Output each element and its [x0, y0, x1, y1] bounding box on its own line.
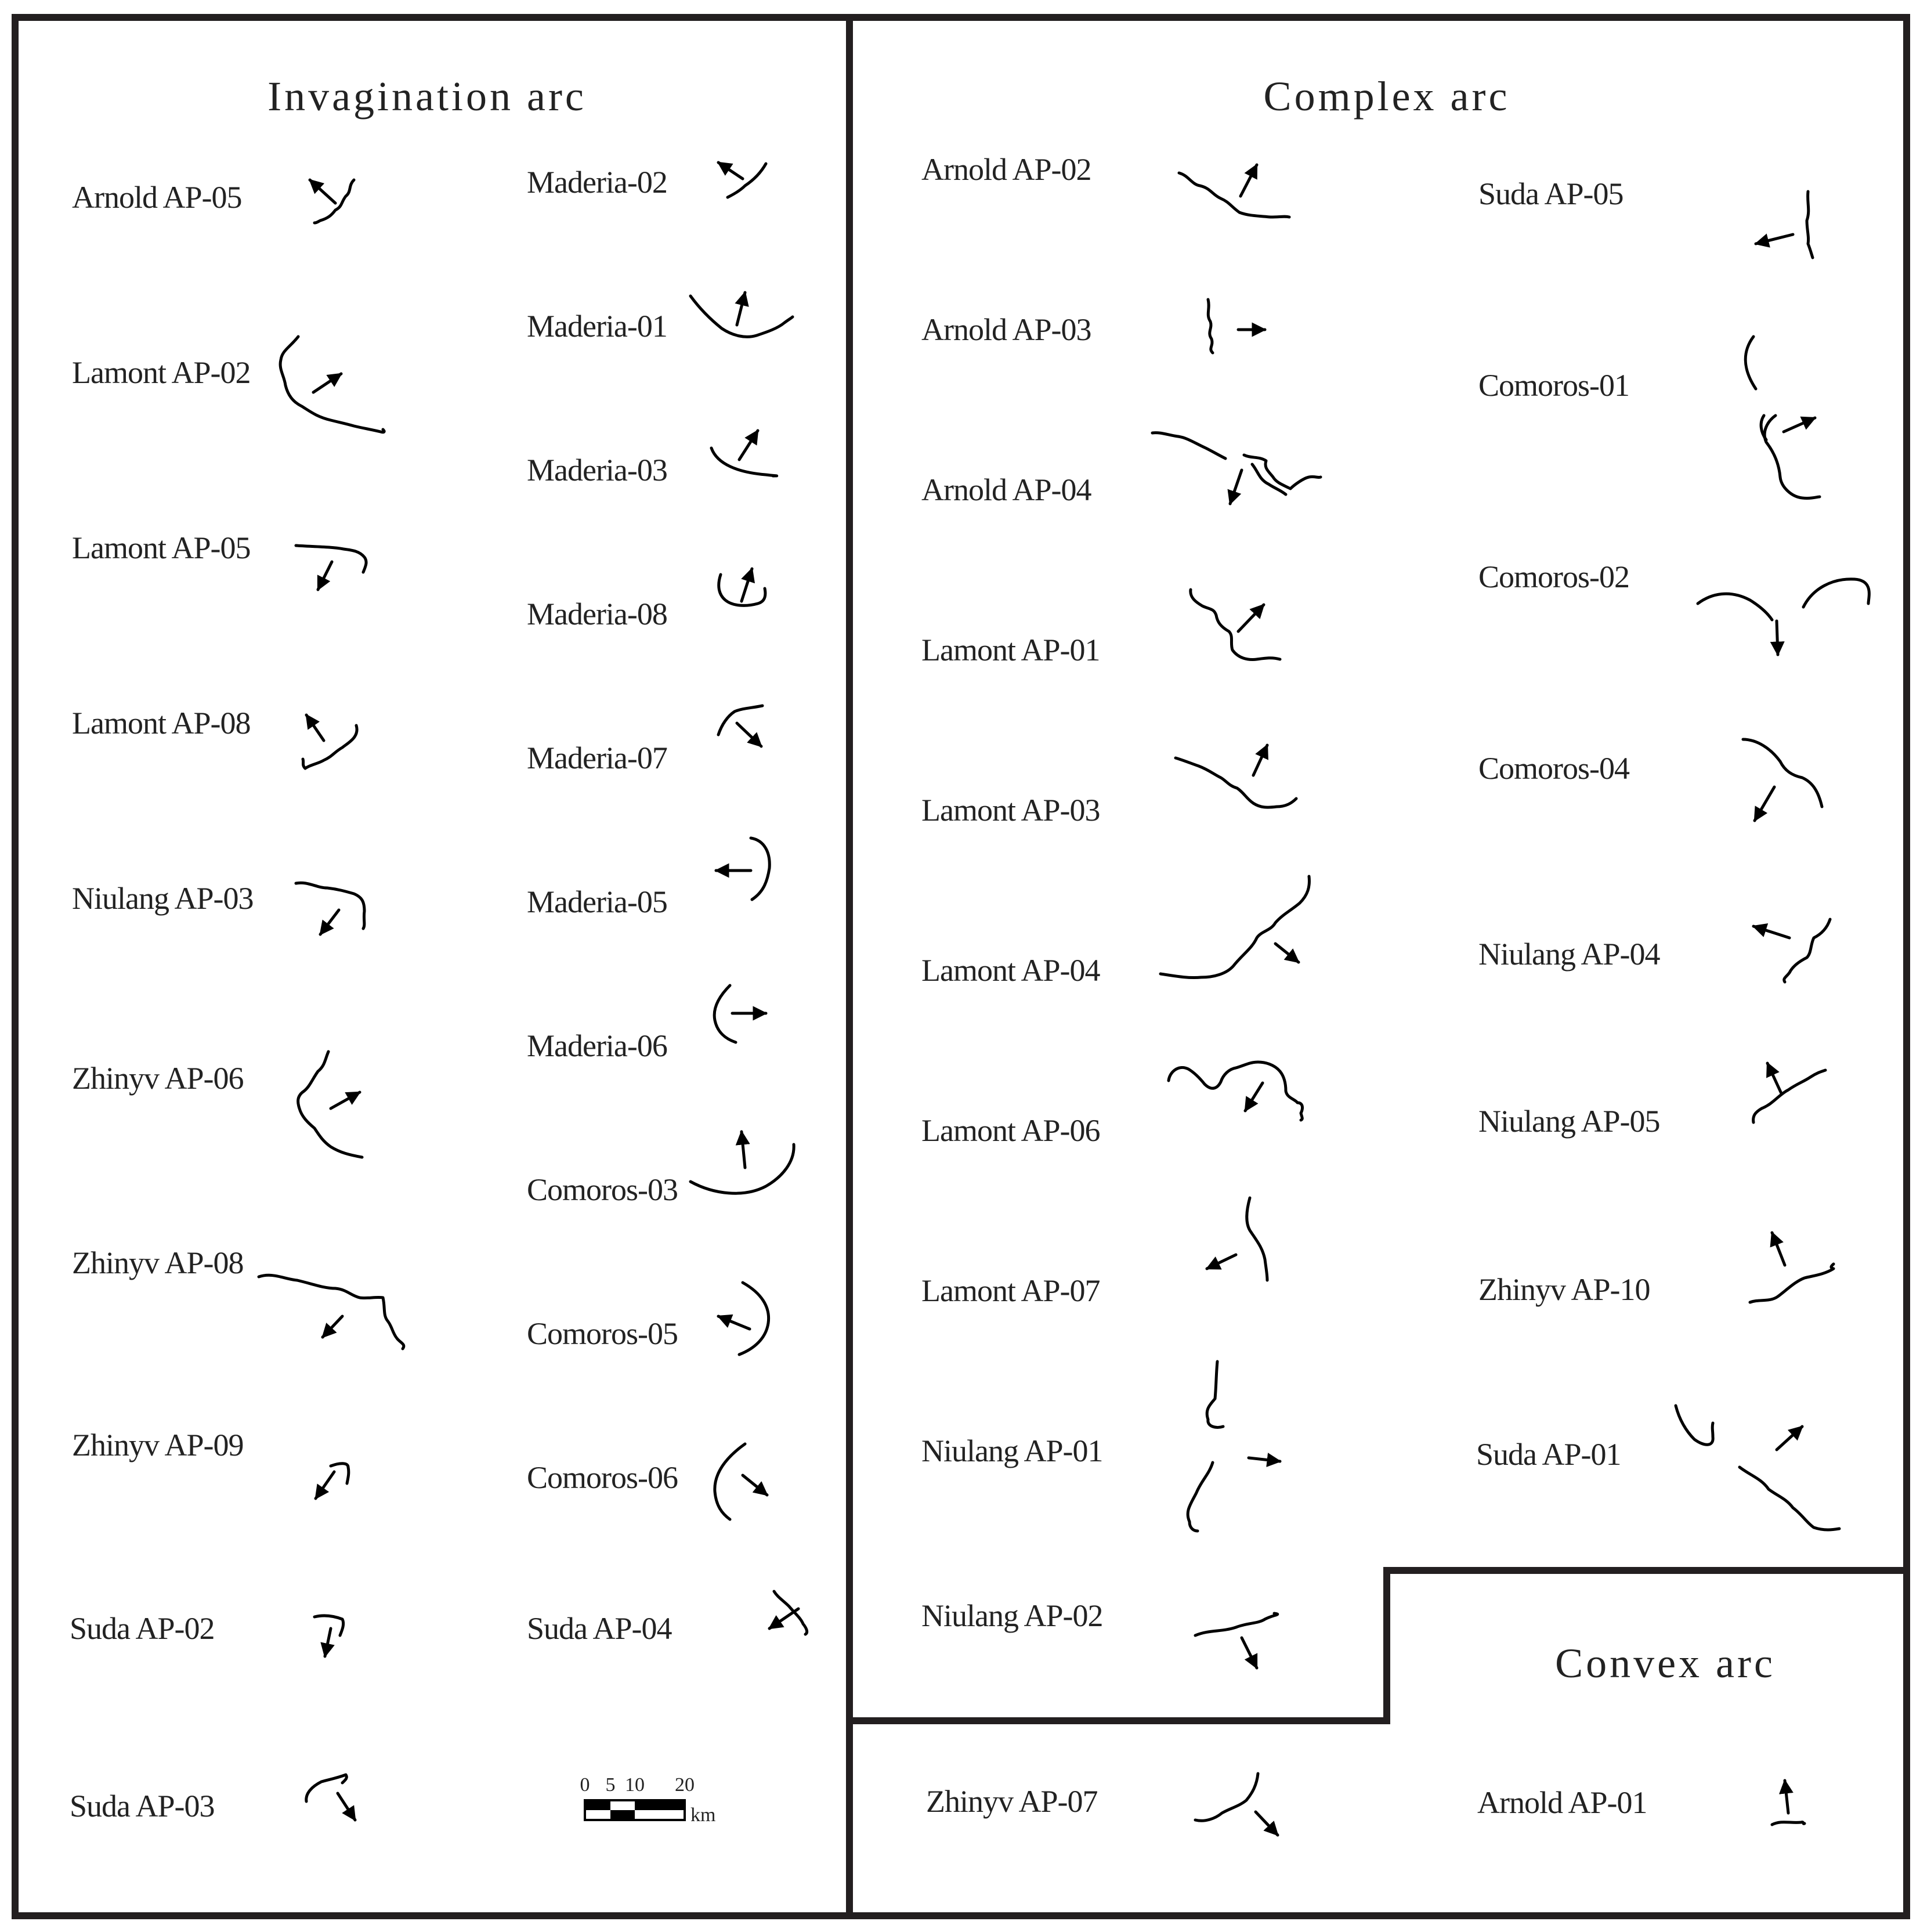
- scale-tick-20: 20: [675, 1774, 695, 1796]
- arc-sketch-arnold-ap-02: [1179, 165, 1289, 217]
- arc-sketch-zhinyv-ap-08: [259, 1275, 404, 1349]
- arc-label-niulang-ap-04: Niulang AP-04: [1478, 937, 1660, 972]
- arc-label-zhinyv-ap-08: Zhinyv AP-08: [72, 1245, 244, 1280]
- arc-label-maderia-08: Maderia-08: [527, 597, 667, 631]
- arc-label-arnold-ap-01: Arnold AP-01: [1477, 1785, 1647, 1820]
- arc-sketch-suda-ap-02: [314, 1616, 343, 1656]
- complex-arc-title: Complex arc: [1263, 73, 1510, 120]
- scale-bar-segment: [635, 1800, 685, 1810]
- scale-tick-0: 0: [580, 1774, 590, 1796]
- scale-tick-10: 10: [625, 1774, 645, 1796]
- arc-label-zhinyv-ap-06: Zhinyv AP-06: [72, 1061, 244, 1096]
- scale-tick-5: 5: [605, 1774, 616, 1796]
- arc-sketch-lamont-ap-01: [1191, 590, 1280, 659]
- invagination-arc-title: Invagination arc: [267, 73, 587, 120]
- arc-sketch-lamont-ap-02: [280, 337, 384, 432]
- arc-label-zhinyv-ap-10: Zhinyv AP-10: [1478, 1272, 1650, 1307]
- arc-label-maderia-01: Maderia-01: [527, 309, 667, 344]
- arc-label-zhinyv-ap-07: Zhinyv AP-07: [926, 1784, 1098, 1819]
- arc-sketch-niulang-ap-05: [1753, 1063, 1825, 1122]
- arc-label-arnold-ap-04: Arnold AP-04: [921, 472, 1091, 507]
- convex-arc-title: Convex arc: [1555, 1640, 1776, 1687]
- arc-label-suda-ap-04: Suda AP-04: [527, 1611, 672, 1646]
- arc-label-niulang-ap-02: Niulang AP-02: [921, 1598, 1103, 1633]
- arc-label-lamont-ap-04: Lamont AP-04: [921, 953, 1100, 988]
- arc-sketch-maderia-01: [690, 292, 793, 337]
- arc-label-lamont-ap-01: Lamont AP-01: [921, 633, 1100, 667]
- arc-sketch-arnold-ap-05: [310, 180, 354, 223]
- arc-label-niulang-ap-03: Niulang AP-03: [72, 881, 254, 916]
- arc-sketch-suda-ap-05: [1756, 192, 1813, 258]
- arc-label-arnold-ap-03: Arnold AP-03: [921, 312, 1091, 347]
- scale-bar-segment: [610, 1810, 635, 1820]
- scale-bar-segment: [585, 1800, 610, 1810]
- arc-sketch-comoros-04: [1743, 739, 1822, 821]
- arc-label-suda-ap-01: Suda AP-01: [1476, 1437, 1621, 1472]
- arc-label-comoros-05: Comoros-05: [527, 1316, 678, 1351]
- arc-sketch-comoros-02: [1698, 579, 1869, 655]
- arc-sketch-arnold-ap-04: [1152, 433, 1321, 504]
- arc-sketch-maderia-02: [718, 162, 766, 197]
- arc-sketches: [259, 162, 1869, 1835]
- arc-sketch-zhinyv-ap-06: [298, 1052, 362, 1157]
- arc-sketch-maderia-07: [718, 706, 762, 746]
- arc-sketch-zhinyv-ap-10: [1750, 1233, 1834, 1302]
- arc-sketch-maderia-06: [714, 985, 766, 1042]
- arc-sketch-comoros-01: [1745, 337, 1820, 499]
- arc-label-lamont-ap-07: Lamont AP-07: [921, 1273, 1100, 1308]
- arc-sketch-suda-ap-03: [306, 1775, 355, 1820]
- arc-sketch-lamont-ap-06: [1169, 1062, 1302, 1120]
- arc-sketch-comoros-03: [690, 1132, 794, 1193]
- arc-label-maderia-05: Maderia-05: [527, 884, 667, 919]
- arc-label-suda-ap-02: Suda AP-02: [70, 1611, 215, 1646]
- arc-label-maderia-07: Maderia-07: [527, 741, 667, 775]
- arc-label-maderia-06: Maderia-06: [527, 1028, 667, 1063]
- arc-sketch-suda-ap-04: [769, 1591, 807, 1634]
- arc-sketch-lamont-ap-03: [1176, 745, 1296, 807]
- arc-label-lamont-ap-03: Lamont AP-03: [921, 793, 1100, 828]
- arc-sketch-comoros-06: [715, 1444, 767, 1519]
- arc-sketch-maderia-05: [716, 838, 769, 900]
- arc-label-comoros-02: Comoros-02: [1478, 559, 1629, 594]
- arc-sketch-lamont-ap-04: [1160, 876, 1309, 978]
- arc-label-maderia-02: Maderia-02: [527, 165, 667, 200]
- arc-sketch-niulang-ap-04: [1753, 919, 1830, 982]
- arc-label-lamont-ap-06: Lamont AP-06: [921, 1113, 1100, 1148]
- arc-sketch-suda-ap-01: [1676, 1406, 1839, 1530]
- arc-sketch-lamont-ap-05: [296, 546, 366, 590]
- arc-sketch-maderia-03: [711, 431, 777, 476]
- arc-label-lamont-ap-02: Lamont AP-02: [72, 355, 251, 390]
- arc-label-comoros-03: Comoros-03: [527, 1172, 678, 1207]
- arc-label-arnold-ap-05: Arnold AP-05: [72, 180, 242, 215]
- arc-sketch-niulang-ap-01: [1188, 1362, 1280, 1531]
- arc-sketch-arnold-ap-03: [1208, 299, 1265, 353]
- arc-label-lamont-ap-05: Lamont AP-05: [72, 530, 251, 565]
- arc-label-niulang-ap-01: Niulang AP-01: [921, 1433, 1103, 1468]
- arc-label-comoros-04: Comoros-04: [1478, 751, 1629, 786]
- arc-label-suda-ap-05: Suda AP-05: [1478, 176, 1623, 211]
- arc-sketch-niulang-ap-03: [296, 883, 364, 934]
- arc-label-lamont-ap-08: Lamont AP-08: [72, 706, 251, 741]
- arc-sketch-lamont-ap-08: [303, 715, 357, 768]
- arc-label-comoros-06: Comoros-06: [527, 1460, 678, 1495]
- arc-sketch-niulang-ap-02: [1195, 1613, 1278, 1668]
- arc-sketch-arnold-ap-01: [1772, 1781, 1805, 1825]
- arc-label-suda-ap-03: Suda AP-03: [70, 1789, 215, 1823]
- arc-sketch-lamont-ap-07: [1207, 1198, 1267, 1280]
- arc-label-maderia-03: Maderia-03: [527, 453, 667, 487]
- arc-label-arnold-ap-02: Arnold AP-02: [921, 152, 1091, 187]
- scale-bar: [580, 1774, 716, 1826]
- arc-sketch-comoros-05: [718, 1283, 769, 1355]
- arc-sketch-zhinyv-ap-07: [1195, 1774, 1278, 1835]
- arc-sketch-zhinyv-ap-09: [316, 1464, 349, 1498]
- arc-label-niulang-ap-05: Niulang AP-05: [1478, 1104, 1660, 1139]
- scale-unit: km: [690, 1804, 716, 1826]
- arc-label-comoros-01: Comoros-01: [1478, 368, 1629, 403]
- arc-label-zhinyv-ap-09: Zhinyv AP-09: [72, 1428, 244, 1462]
- arc-sketch-maderia-08: [719, 569, 765, 605]
